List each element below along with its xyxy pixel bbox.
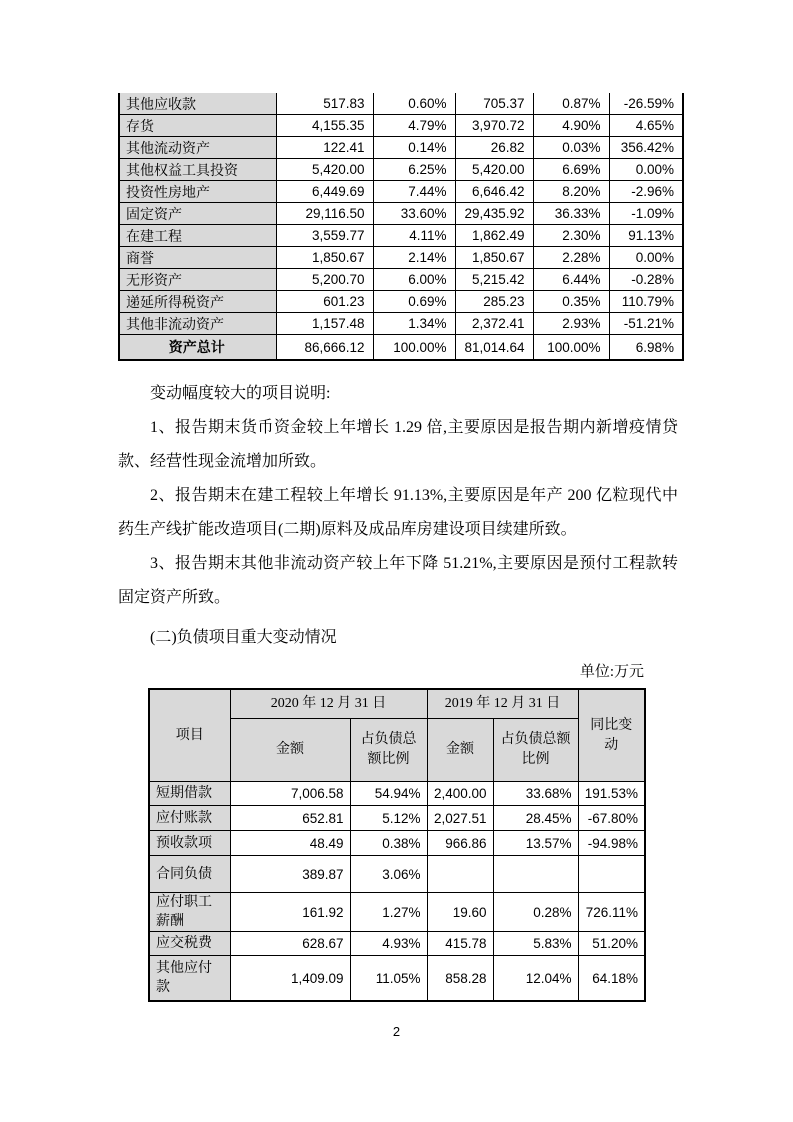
cell-amount-2020: 29,116.50	[276, 203, 373, 225]
row-label: 商誉	[119, 247, 276, 269]
table-row	[119, 137, 683, 159]
cell-amount-2020: 628.67	[230, 932, 350, 956]
cell-ratio-2020: 2.14%	[373, 247, 455, 269]
cell-ratio-2020: 11.05%	[350, 956, 427, 1002]
table-row	[119, 247, 683, 269]
row-label: 存货	[119, 115, 276, 137]
header-date-2019: 2019 年 12 月 31 日	[427, 689, 578, 719]
cell-yoy: 4.65%	[609, 115, 683, 137]
table-row	[119, 269, 683, 291]
cell-yoy: -67.80%	[578, 806, 645, 831]
cell-ratio-2020: 4.93%	[350, 932, 427, 956]
cell-yoy: -51.21%	[609, 313, 683, 335]
cell-ratio-2020: 33.60%	[373, 203, 455, 225]
cell-amount-2019: 26.82	[455, 137, 533, 159]
notes-intro: 变动幅度较大的项目说明:	[150, 385, 331, 402]
row-label: 在建工程	[119, 225, 276, 247]
cell-amount-2019: 2,372.41	[455, 313, 533, 335]
cell-yoy: -94.98%	[578, 831, 645, 856]
header-amount-2020: 金额	[230, 719, 350, 782]
cell-amount-2020: 1,850.67	[276, 247, 373, 269]
row-label: 其他应收款	[119, 93, 276, 115]
table-row	[149, 782, 645, 806]
cell-amount-2020: 6,449.69	[276, 181, 373, 203]
row-label: 其他非流动资产	[119, 313, 276, 335]
table-row	[119, 313, 683, 335]
cell-yoy: 0.00%	[609, 247, 683, 269]
header-yoy: 同比变动	[578, 689, 645, 782]
table-row-total	[119, 335, 683, 361]
cell-amount-2020: 3,559.77	[276, 225, 373, 247]
cell-amount-2020: 122.41	[276, 137, 373, 159]
cell-ratio-2019: 0.03%	[533, 137, 609, 159]
cell-ratio-2019: 0.87%	[533, 93, 609, 115]
cell-yoy: 0.00%	[609, 159, 683, 181]
header-row-dates	[149, 689, 645, 719]
unit-label: 单位:万元	[579, 664, 644, 680]
row-label: 应付账款	[149, 806, 230, 831]
cell-amount-2019: 966.86	[427, 831, 493, 856]
cell-ratio-2019: 28.45%	[493, 806, 578, 831]
cell-amount-2020: 161.92	[230, 893, 350, 932]
cell-amount-2019: 5,215.42	[455, 269, 533, 291]
cell-amount-2019: 2,027.51	[427, 806, 493, 831]
header-item: 项目	[149, 689, 230, 782]
cell-ratio-2019	[493, 856, 578, 893]
cell-ratio-2019: 36.33%	[533, 203, 609, 225]
cell-ratio-2019: 33.68%	[493, 782, 578, 806]
row-label: 预收款项	[149, 831, 230, 856]
cell-ratio-2020: 1.27%	[350, 893, 427, 932]
cell-ratio-2020: 0.38%	[350, 831, 427, 856]
cell-amount-2019: 6,646.42	[455, 181, 533, 203]
row-label: 短期借款	[149, 782, 230, 806]
cell-ratio-2019: 2.93%	[533, 313, 609, 335]
notes-block	[118, 377, 678, 615]
cell-amount-2019: 285.23	[455, 291, 533, 313]
cell-amount-2020: 7,006.58	[230, 782, 350, 806]
cell-amount-2020: 5,200.70	[276, 269, 373, 291]
cell-ratio-2020: 100.00%	[373, 335, 455, 361]
table-row	[149, 932, 645, 956]
cell-ratio-2019: 4.90%	[533, 115, 609, 137]
table-row	[119, 291, 683, 313]
row-label: 递延所得税资产	[119, 291, 276, 313]
cell-yoy: -2.96%	[609, 181, 683, 203]
table-row	[119, 203, 683, 225]
header-amount-2019: 金额	[427, 719, 493, 782]
asset-change-table	[118, 93, 684, 361]
cell-ratio-2020: 0.69%	[373, 291, 455, 313]
cell-amount-2019: 858.28	[427, 956, 493, 1002]
cell-ratio-2020: 3.06%	[350, 856, 427, 893]
row-label: 固定资产	[119, 203, 276, 225]
cell-yoy: -0.28%	[609, 269, 683, 291]
row-label: 应交税费	[149, 932, 230, 956]
note-paragraph-3: 3、报告期末其他非流动资产较上年下降 51.21%,主要原因是预付工程款转固定资产所致。	[118, 555, 678, 606]
cell-ratio-2019: 6.44%	[533, 269, 609, 291]
cell-ratio-2019: 12.04%	[493, 956, 578, 1002]
cell-amount-2020: 5,420.00	[276, 159, 373, 181]
cell-amount-2020: 86,666.12	[276, 335, 373, 361]
cell-yoy: 726.11%	[578, 893, 645, 932]
row-label: 应付职工薪酬	[149, 893, 230, 932]
cell-amount-2020: 1,157.48	[276, 313, 373, 335]
cell-amount-2020: 652.81	[230, 806, 350, 831]
cell-amount-2019: 1,862.49	[455, 225, 533, 247]
row-label: 投资性房地产	[119, 181, 276, 203]
cell-ratio-2020: 5.12%	[350, 806, 427, 831]
table-row	[119, 159, 683, 181]
liability-change-table	[148, 688, 646, 1002]
row-label: 其他应付款	[149, 956, 230, 1002]
cell-yoy: 356.42%	[609, 137, 683, 159]
cell-amount-2019: 29,435.92	[455, 203, 533, 225]
cell-ratio-2020: 54.94%	[350, 782, 427, 806]
cell-yoy: 6.98%	[609, 335, 683, 361]
cell-amount-2019: 1,850.67	[455, 247, 533, 269]
cell-yoy: 51.20%	[578, 932, 645, 956]
row-label: 无形资产	[119, 269, 276, 291]
cell-yoy	[578, 856, 645, 893]
cell-ratio-2019: 0.35%	[533, 291, 609, 313]
header-ratio-2019: 占负债总额比例	[493, 719, 578, 782]
header-ratio-2020: 占负债总额比例	[350, 719, 427, 782]
cell-yoy: 91.13%	[609, 225, 683, 247]
table-row	[119, 181, 683, 203]
cell-yoy: -26.59%	[609, 93, 683, 115]
cell-ratio-2020: 1.34%	[373, 313, 455, 335]
table-row	[149, 893, 645, 932]
cell-ratio-2019: 0.28%	[493, 893, 578, 932]
cell-ratio-2020: 4.11%	[373, 225, 455, 247]
cell-ratio-2019: 100.00%	[533, 335, 609, 361]
cell-amount-2019: 705.37	[455, 93, 533, 115]
note-paragraph-2: 2、报告期末在建工程较上年增长 91.13%,主要原因是年产 200 亿粒现代中药生产线扩能改造项目(二期)原料及成品库房建设项目续建所致。	[118, 487, 678, 538]
cell-yoy: -1.09%	[609, 203, 683, 225]
cell-amount-2020: 1,409.09	[230, 956, 350, 1002]
cell-amount-2019: 81,014.64	[455, 335, 533, 361]
cell-ratio-2019: 8.20%	[533, 181, 609, 203]
note-paragraph-1: 1、报告期末货币资金较上年增长 1.29 倍,主要原因是报告期内新增疫情贷款、经营性现金流增加所致。	[118, 419, 678, 470]
row-label: 资产总计	[119, 335, 276, 361]
row-label: 其他流动资产	[119, 137, 276, 159]
cell-amount-2020: 389.87	[230, 856, 350, 893]
page-number: 2	[392, 1024, 401, 1039]
cell-ratio-2019: 13.57%	[493, 831, 578, 856]
cell-amount-2019: 2,400.00	[427, 782, 493, 806]
cell-ratio-2020: 6.00%	[373, 269, 455, 291]
cell-amount-2020: 4,155.35	[276, 115, 373, 137]
cell-amount-2020: 48.49	[230, 831, 350, 856]
cell-ratio-2020: 7.44%	[373, 181, 455, 203]
table-row	[119, 115, 683, 137]
cell-yoy: 110.79%	[609, 291, 683, 313]
row-label: 合同负债	[149, 856, 230, 893]
cell-yoy: 191.53%	[578, 782, 645, 806]
cell-amount-2019: 415.78	[427, 932, 493, 956]
cell-amount-2019	[427, 856, 493, 893]
table-row	[149, 831, 645, 856]
table-row	[119, 93, 683, 115]
row-label: 其他权益工具投资	[119, 159, 276, 181]
cell-amount-2019: 3,970.72	[455, 115, 533, 137]
section-heading: (二)负债项目重大变动情况	[150, 629, 337, 646]
cell-ratio-2020: 0.60%	[373, 93, 455, 115]
cell-ratio-2020: 6.25%	[373, 159, 455, 181]
cell-ratio-2019: 2.28%	[533, 247, 609, 269]
table-row	[119, 225, 683, 247]
cell-amount-2020: 601.23	[276, 291, 373, 313]
table-row	[149, 956, 645, 1002]
cell-ratio-2019: 2.30%	[533, 225, 609, 247]
cell-amount-2020: 517.83	[276, 93, 373, 115]
table-row	[149, 856, 645, 893]
header-date-2020: 2020 年 12 月 31 日	[230, 689, 427, 719]
cell-yoy: 64.18%	[578, 956, 645, 1002]
cell-ratio-2019: 5.83%	[493, 932, 578, 956]
cell-amount-2019: 19.60	[427, 893, 493, 932]
cell-ratio-2020: 0.14%	[373, 137, 455, 159]
cell-ratio-2019: 6.69%	[533, 159, 609, 181]
cell-amount-2019: 5,420.00	[455, 159, 533, 181]
table-row	[149, 806, 645, 831]
cell-ratio-2020: 4.79%	[373, 115, 455, 137]
